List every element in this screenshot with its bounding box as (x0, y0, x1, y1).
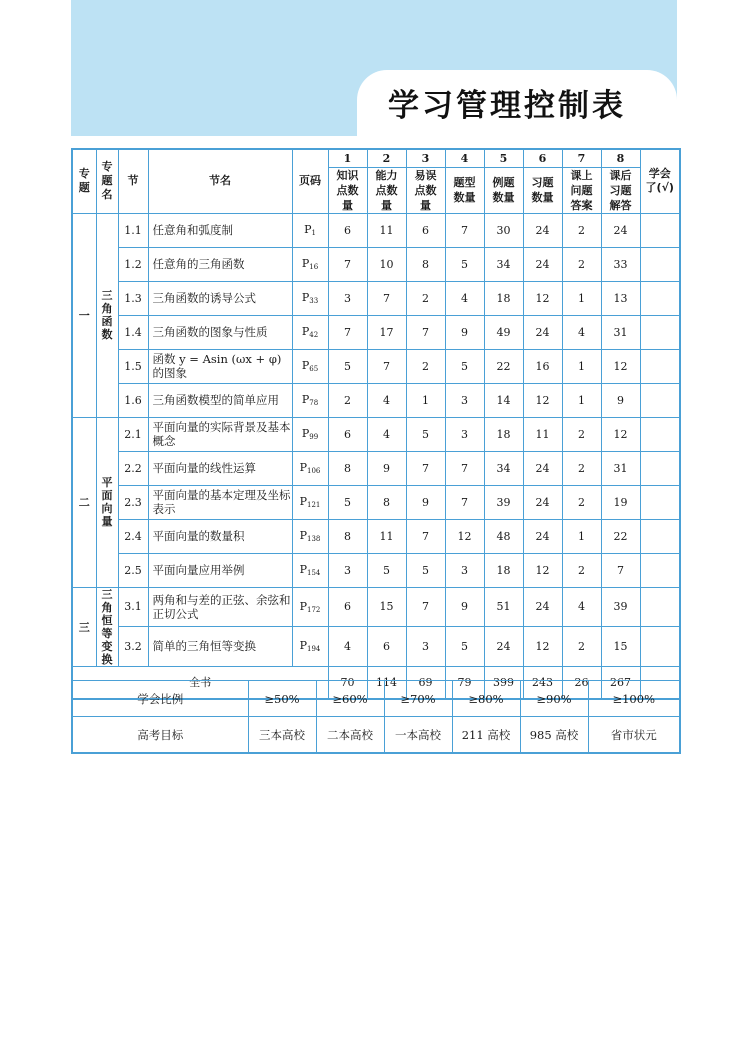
metric-value: 4 (328, 627, 367, 667)
total-value: 79 (445, 666, 484, 699)
page-number: 121 (307, 501, 321, 509)
table-row (72, 281, 680, 315)
section-number: 3.2 (118, 627, 148, 667)
header-metric: 易误点数量 (406, 167, 445, 213)
header-metric: 习题数量 (523, 167, 562, 213)
metric-value: 12 (445, 519, 484, 553)
metric-value: 11 (367, 213, 406, 247)
metric-value: 2 (406, 281, 445, 315)
metric-value: 2 (562, 213, 601, 247)
metric-value: 49 (484, 315, 523, 349)
topic-name: 三角恒等变换 (101, 587, 113, 666)
metric-value: 5 (328, 349, 367, 383)
header-number: 8 (601, 149, 640, 167)
page-prefix: P (301, 427, 310, 440)
section-number: 2.2 (118, 451, 148, 485)
metric-value: 6 (406, 213, 445, 247)
metric-value: 7 (328, 247, 367, 281)
section-number: 1.3 (118, 281, 148, 315)
goal-value: 985 高校 (520, 717, 588, 754)
metric-value: 6 (328, 417, 367, 451)
page-prefix: P (299, 461, 308, 474)
table-row (72, 247, 680, 281)
metric-value: 9 (601, 383, 640, 417)
page-ref (292, 587, 328, 627)
learned-checkbox[interactable] (640, 451, 680, 485)
page-prefix: P (301, 325, 310, 338)
metric-value: 11 (523, 417, 562, 451)
metric-value: 7 (328, 315, 367, 349)
metric-value: 7 (445, 485, 484, 519)
metric-value: 2 (328, 383, 367, 417)
table-row (72, 383, 680, 417)
goal-value: 二本高校 (316, 717, 384, 754)
table-row (72, 553, 680, 587)
page-number: 33 (309, 297, 319, 305)
metric-value: 8 (328, 451, 367, 485)
goal-label: 高考目标 (72, 717, 248, 754)
section-name: 平面向量应用举例 (148, 553, 292, 587)
topic-name: 三角函数 (101, 289, 113, 341)
metric-value: 5 (406, 417, 445, 451)
metric-value: 16 (523, 349, 562, 383)
learned-checkbox[interactable] (640, 553, 680, 587)
header-number: 2 (367, 149, 406, 167)
page-number: 138 (307, 535, 321, 543)
metric-value: 3 (328, 281, 367, 315)
table-row (72, 587, 680, 627)
metric-value: 7 (406, 587, 445, 627)
metric-value: 7 (601, 553, 640, 587)
total-value: 114 (367, 666, 406, 699)
section-number: 2.3 (118, 485, 148, 519)
metric-value: 15 (601, 627, 640, 667)
metric-value: 2 (562, 451, 601, 485)
page-ref (292, 519, 328, 553)
topic-name-cell (96, 417, 118, 587)
total-value: 70 (328, 666, 367, 699)
metric-value: 24 (523, 213, 562, 247)
total-value: 399 (484, 666, 523, 699)
metric-value: 2 (562, 553, 601, 587)
page-prefix: P (301, 359, 310, 372)
metric-value: 1 (562, 519, 601, 553)
goal-value: 211 高校 (452, 717, 520, 754)
section-name: 平面向量的基本定理及坐标表示 (148, 485, 292, 519)
table-row (72, 627, 680, 667)
section-number: 1.1 (118, 213, 148, 247)
header-number: 5 (484, 149, 523, 167)
metric-value: 22 (484, 349, 523, 383)
metric-value: 7 (445, 451, 484, 485)
metric-value: 8 (328, 519, 367, 553)
metric-value: 5 (406, 553, 445, 587)
metric-value: 19 (601, 485, 640, 519)
page-number: 42 (309, 331, 319, 339)
metric-value: 24 (523, 587, 562, 627)
metric-value: 15 (367, 587, 406, 627)
metric-value: 24 (484, 627, 523, 667)
ratio-label: 学会比例 (72, 681, 248, 717)
metric-value: 12 (523, 627, 562, 667)
metric-value: 4 (562, 587, 601, 627)
ratio-value: ≥70% (384, 681, 452, 717)
metric-value: 3 (445, 553, 484, 587)
metric-value: 7 (367, 349, 406, 383)
metric-value: 11 (367, 519, 406, 553)
metric-value: 12 (601, 417, 640, 451)
total-value: 243 (523, 666, 562, 699)
metric-value: 7 (406, 315, 445, 349)
table-row (72, 519, 680, 553)
metric-value: 51 (484, 587, 523, 627)
metric-value: 24 (523, 315, 562, 349)
topic-name: 平面向量 (101, 476, 113, 528)
header-number: 1 (328, 149, 367, 167)
metric-value: 14 (484, 383, 523, 417)
metric-value: 17 (367, 315, 406, 349)
section-name: 简单的三角恒等变换 (148, 627, 292, 667)
section-name: 平面向量的线性运算 (148, 451, 292, 485)
header-learned: 学会了(√) (640, 149, 680, 213)
page-prefix: P (301, 257, 310, 270)
ratio-value: ≥90% (520, 681, 588, 717)
metric-value: 8 (406, 247, 445, 281)
page-prefix: P (299, 639, 308, 653)
page-prefix: P (299, 563, 308, 576)
section-name: 三角函数的图象与性质 (148, 315, 292, 349)
metric-value: 22 (601, 519, 640, 553)
learned-checkbox[interactable] (640, 349, 680, 383)
metric-value: 9 (406, 485, 445, 519)
page-ref (292, 627, 328, 667)
section-name: 任意角的三角函数 (148, 247, 292, 281)
metric-value: 48 (484, 519, 523, 553)
metric-value: 1 (562, 349, 601, 383)
metric-value: 3 (406, 627, 445, 667)
header-section: 节 (118, 149, 148, 213)
metric-value: 3 (445, 383, 484, 417)
total-value: 26 (562, 666, 601, 699)
page-ref (292, 451, 328, 485)
metric-value: 8 (367, 485, 406, 519)
metric-value: 24 (523, 451, 562, 485)
page-prefix: P (299, 599, 308, 613)
header-page: 页码 (292, 149, 328, 213)
metric-value: 2 (562, 247, 601, 281)
metric-value: 2 (406, 349, 445, 383)
total-value: 267 (601, 666, 640, 699)
learned-checkbox[interactable] (640, 485, 680, 519)
section-name: 两角和与差的正弦、余弦和正切公式 (148, 587, 292, 627)
page-prefix: P (301, 291, 310, 304)
page-ref (292, 383, 328, 417)
metric-value: 12 (523, 553, 562, 587)
section-number: 2.1 (118, 417, 148, 451)
metric-value: 4 (445, 281, 484, 315)
metric-value: 5 (328, 485, 367, 519)
metric-value: 18 (484, 281, 523, 315)
topic-number: 一 (72, 213, 96, 417)
ratio-value: ≥50% (248, 681, 316, 717)
header-section-name: 节名 (148, 149, 292, 213)
table-row (72, 451, 680, 485)
topic-number: 三 (72, 587, 96, 666)
metric-value: 3 (445, 417, 484, 451)
header-number: 7 (562, 149, 601, 167)
summary-table (71, 680, 681, 754)
page-ref (292, 553, 328, 587)
goal-value: 一本高校 (384, 717, 452, 754)
goal-value: 三本高校 (248, 717, 316, 754)
metric-value: 7 (406, 519, 445, 553)
ratio-value: ≥60% (316, 681, 384, 717)
learned-checkbox[interactable] (640, 315, 680, 349)
learned-checkbox[interactable] (640, 247, 680, 281)
learned-checkbox[interactable] (640, 417, 680, 451)
metric-value: 2 (562, 417, 601, 451)
page-number: 172 (307, 605, 321, 614)
page-ref (292, 349, 328, 383)
page-number: 78 (309, 399, 319, 407)
header-topic-name: 专题名 (96, 149, 118, 213)
metric-value: 9 (367, 451, 406, 485)
page-prefix: P (299, 495, 308, 508)
metric-value: 7 (367, 281, 406, 315)
header-row-numbers (72, 149, 680, 167)
header-metric: 题型数量 (445, 167, 484, 213)
metric-value: 24 (523, 247, 562, 281)
metric-value: 24 (601, 213, 640, 247)
metric-value: 12 (601, 349, 640, 383)
topic-number: 二 (72, 417, 96, 587)
metric-value: 24 (523, 519, 562, 553)
metric-value: 6 (328, 213, 367, 247)
total-value: 69 (406, 666, 445, 699)
metric-value: 31 (601, 451, 640, 485)
metric-value: 1 (562, 281, 601, 315)
metric-value: 7 (445, 213, 484, 247)
metric-value: 2 (562, 485, 601, 519)
page-ref (292, 485, 328, 519)
metric-value: 18 (484, 417, 523, 451)
page-number: 106 (307, 467, 321, 475)
learned-checkbox[interactable] (640, 383, 680, 417)
ratio-row (72, 681, 680, 717)
header-number: 6 (523, 149, 562, 167)
metric-value: 39 (601, 587, 640, 627)
section-name: 三角函数模型的简单应用 (148, 383, 292, 417)
page-number: 154 (307, 569, 321, 577)
header-metric: 例题数量 (484, 167, 523, 213)
metric-value: 1 (406, 383, 445, 417)
metric-value: 5 (445, 349, 484, 383)
total-label: 全书 (72, 666, 328, 699)
metric-value: 5 (445, 627, 484, 667)
metric-value: 31 (601, 315, 640, 349)
metric-value: 7 (406, 451, 445, 485)
header-topic: 专题 (72, 149, 96, 213)
metric-value: 4 (367, 383, 406, 417)
page-number: 99 (309, 433, 319, 441)
ratio-value: ≥100% (588, 681, 680, 717)
section-name: 平面向量的实际背景及基本概念 (148, 417, 292, 451)
metric-value: 34 (484, 247, 523, 281)
ratio-value: ≥80% (452, 681, 520, 717)
section-name: 函数 y = Asin (ωx + φ)的图象 (148, 349, 292, 383)
page-ref (292, 213, 328, 247)
page-prefix: P (301, 393, 310, 406)
metric-value: 18 (484, 553, 523, 587)
metric-value: 1 (562, 383, 601, 417)
topic-name-cell (96, 213, 118, 417)
section-number: 1.6 (118, 383, 148, 417)
table-row (72, 349, 680, 383)
learned-checkbox[interactable] (640, 587, 680, 627)
metric-value: 10 (367, 247, 406, 281)
page-ref (292, 247, 328, 281)
section-name: 三角函数的诱导公式 (148, 281, 292, 315)
section-number: 1.5 (118, 349, 148, 383)
learned-checkbox[interactable] (640, 519, 680, 553)
metric-value: 4 (562, 315, 601, 349)
metric-value: 34 (484, 451, 523, 485)
page-ref (292, 315, 328, 349)
section-number: 1.2 (118, 247, 148, 281)
section-number: 2.4 (118, 519, 148, 553)
table-row (72, 417, 680, 451)
table-row (72, 485, 680, 519)
section-name: 平面向量的数量积 (148, 519, 292, 553)
header-metric: 课后习题解答 (601, 167, 640, 213)
learned-checkbox[interactable] (640, 281, 680, 315)
page-ref (292, 281, 328, 315)
metric-value: 9 (445, 587, 484, 627)
section-number: 1.4 (118, 315, 148, 349)
header-number: 3 (406, 149, 445, 167)
metric-value: 5 (367, 553, 406, 587)
learned-checkbox[interactable] (640, 213, 680, 247)
page-number: 16 (309, 263, 319, 271)
metric-value: 39 (484, 485, 523, 519)
metric-value: 2 (562, 627, 601, 667)
goal-row (72, 717, 680, 754)
header-metric: 知识点数量 (328, 167, 367, 213)
table-row (72, 315, 680, 349)
header-number: 4 (445, 149, 484, 167)
metric-value: 5 (445, 247, 484, 281)
page-number: 194 (307, 645, 321, 654)
table-row (72, 213, 680, 247)
header-metric: 课上问题答案 (562, 167, 601, 213)
metric-value: 30 (484, 213, 523, 247)
page-title: 学习管理控制表 (388, 88, 626, 124)
page-prefix: P (304, 223, 312, 236)
section-number: 3.1 (118, 587, 148, 627)
page-number: 65 (309, 365, 319, 373)
metric-value: 12 (523, 281, 562, 315)
metric-value: 13 (601, 281, 640, 315)
metric-value: 33 (601, 247, 640, 281)
section-number: 2.5 (118, 553, 148, 587)
metric-value: 3 (328, 553, 367, 587)
metric-value: 24 (523, 485, 562, 519)
metric-value: 6 (328, 587, 367, 627)
metric-value: 9 (445, 315, 484, 349)
topic-name-cell (96, 587, 118, 666)
metric-value: 12 (523, 383, 562, 417)
page-prefix: P (299, 529, 308, 542)
section-name: 任意角和弧度制 (148, 213, 292, 247)
header-metric: 能力点数量 (367, 167, 406, 213)
learned-checkbox[interactable] (640, 627, 680, 667)
metric-value: 6 (367, 627, 406, 667)
page-ref (292, 417, 328, 451)
goal-value: 省市状元 (588, 717, 680, 754)
metric-value: 4 (367, 417, 406, 451)
study-control-table (71, 148, 681, 700)
page-number: 1 (311, 229, 316, 237)
